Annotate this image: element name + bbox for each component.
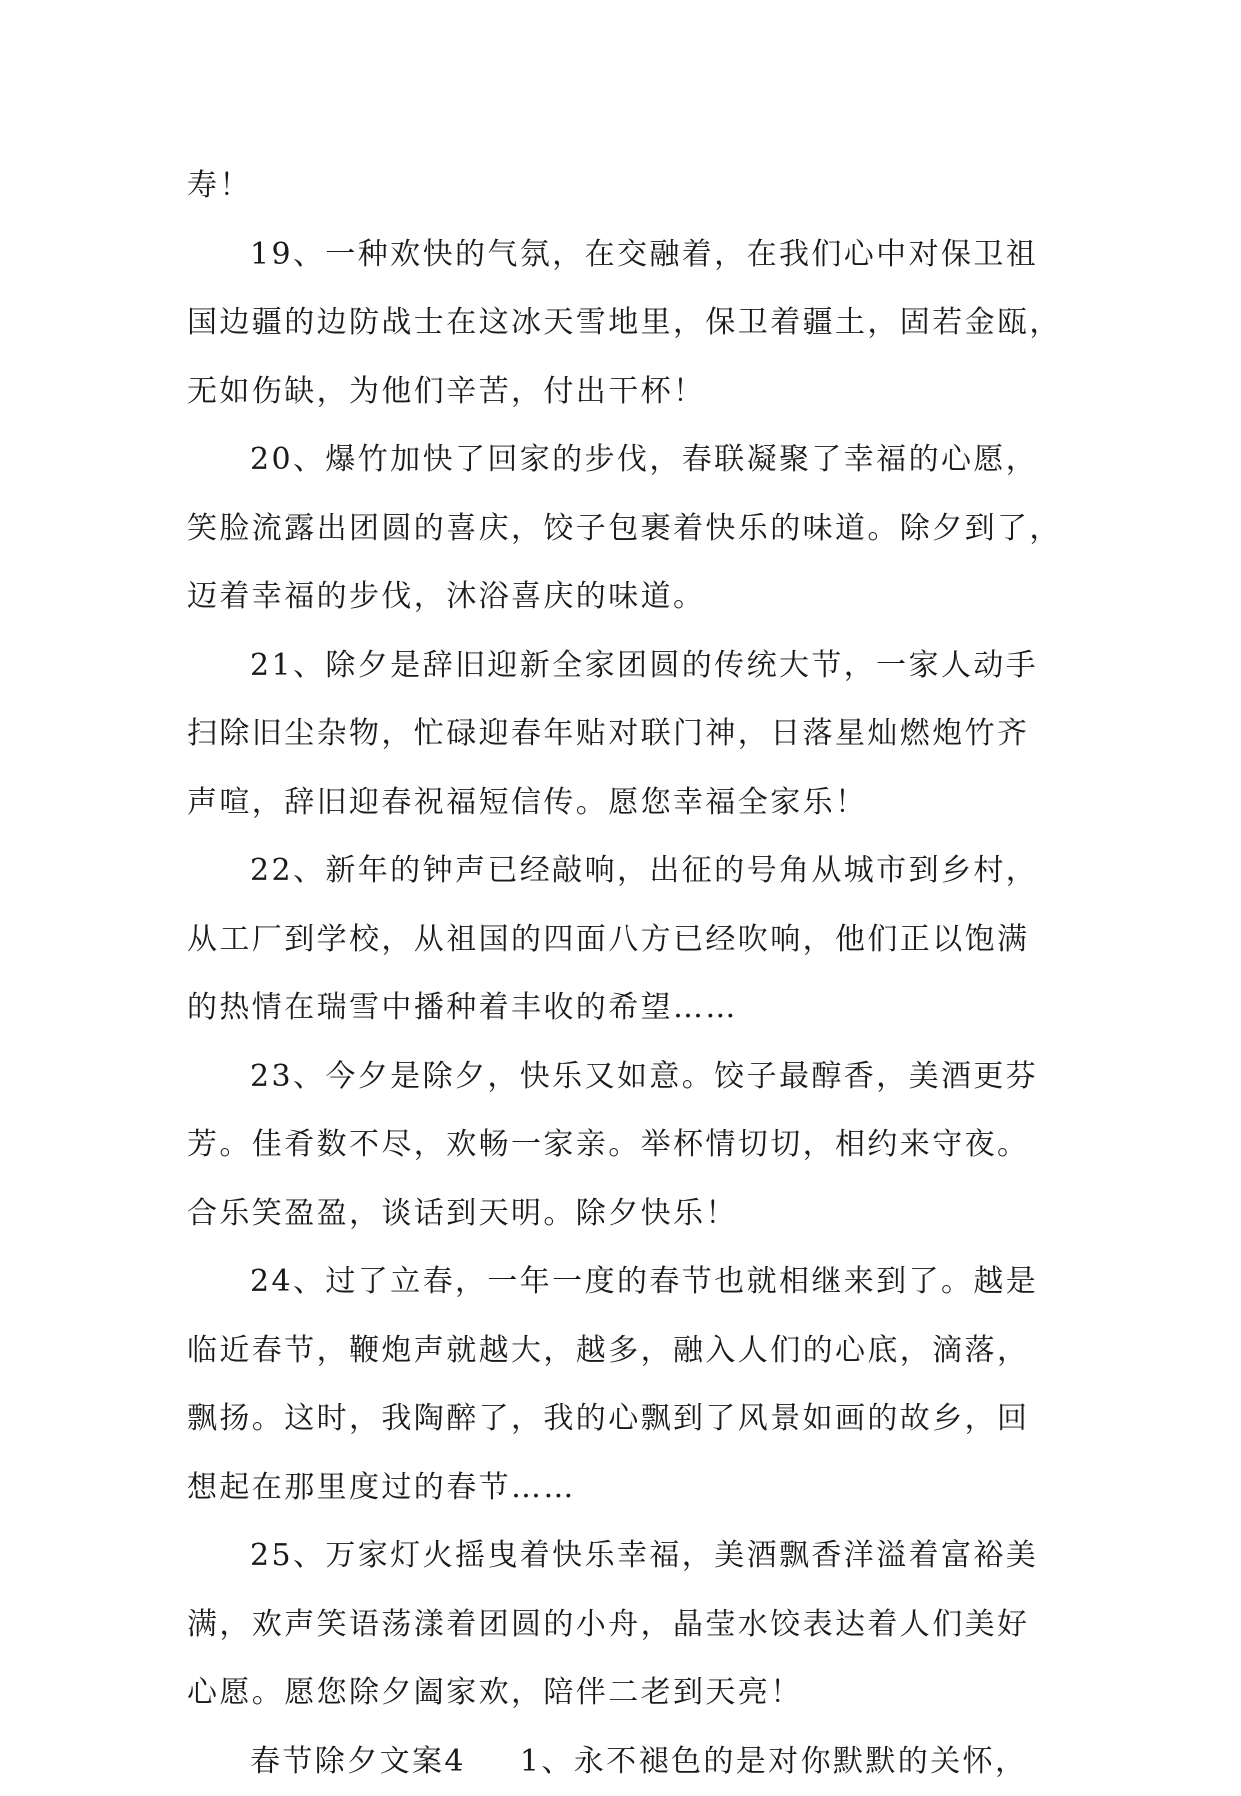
paragraph-19 <box>187 221 1059 427</box>
text-line: 满，欢声笑语荡漾着团圆的小舟，晶莹水饺表达着人们美好 <box>187 1591 1059 1660</box>
document-body <box>187 152 1059 1796</box>
text-line: 22、新年的钟声已经敲响，出征的号角从城市到乡村， <box>187 837 1059 906</box>
text-line: 23、今夕是除夕，快乐又如意。饺子最醇香，美酒更芬 <box>187 1043 1059 1112</box>
text-line: 的热情在瑞雪中播种着丰收的希望…… <box>187 974 1059 1043</box>
paragraph-continuation <box>187 152 1059 221</box>
text-line: 心愿。愿您除夕阖家欢，陪伴二老到天亮！ <box>187 1659 1059 1728</box>
paragraph-24 <box>187 1248 1059 1522</box>
text-line: 从工厂到学校，从祖国的四面八方已经吹响，他们正以饱满 <box>187 906 1059 975</box>
text-line: 24、过了立春，一年一度的春节也就相继来到了。越是 <box>187 1248 1059 1317</box>
text-line: 想起在那里度过的春节…… <box>187 1454 1059 1523</box>
text-line: 飘扬。这时，我陶醉了，我的心飘到了风景如画的故乡，回 <box>187 1385 1059 1454</box>
paragraph-23 <box>187 1043 1059 1249</box>
text-line: 19、一种欢快的气氛，在交融着，在我们心中对保卫祖 <box>187 221 1059 290</box>
section-heading-line <box>187 1728 1059 1796</box>
paragraph-21 <box>187 632 1059 838</box>
text-line: 芳。佳肴数不尽，欢畅一家亲。举杯情切切，相约来守夜。 <box>187 1111 1059 1180</box>
text-line: 笑脸流露出团圆的喜庆，饺子包裹着快乐的味道。除夕到了， <box>187 495 1059 564</box>
text-line: 25、万家灯火摇曳着快乐幸福，美酒飘香洋溢着富裕美 <box>187 1522 1059 1591</box>
text-line: 合乐笑盈盈，谈话到天明。除夕快乐！ <box>187 1180 1059 1249</box>
section-first-line: 1、永不褪色的是对你默默的关怀， <box>520 1744 1028 1779</box>
text-line: 临近春节，鞭炮声就越大，越多，融入人们的心底，滴落， <box>187 1317 1059 1386</box>
text-line: 扫除旧尘杂物，忙碌迎春年贴对联门神，日落星灿燃炮竹齐 <box>187 700 1059 769</box>
text-line: 声喧，辞旧迎春祝福短信传。愿您幸福全家乐！ <box>187 769 1059 838</box>
text-line: 21、除夕是辞旧迎新全家团圆的传统大节，一家人动手 <box>187 632 1059 701</box>
section-heading: 春节除夕文案4 <box>250 1744 466 1779</box>
text-line: 寿！ <box>187 152 1059 221</box>
paragraph-25 <box>187 1522 1059 1728</box>
text-line: 20、爆竹加快了回家的步伐，春联凝聚了幸福的心愿， <box>187 426 1059 495</box>
text-line: 国边疆的边防战士在这冰天雪地里，保卫着疆土，固若金瓯， <box>187 289 1059 358</box>
text-line: 迈着幸福的步伐，沐浴喜庆的味道。 <box>187 563 1059 632</box>
paragraph-22 <box>187 837 1059 1043</box>
text-line: 无如伤缺，为他们辛苦，付出干杯！ <box>187 358 1059 427</box>
paragraph-20 <box>187 426 1059 632</box>
